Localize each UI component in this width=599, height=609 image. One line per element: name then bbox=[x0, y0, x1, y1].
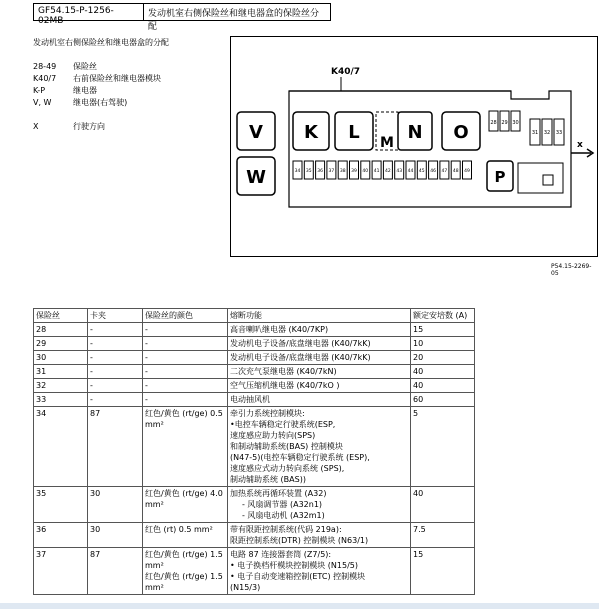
cell-color: 红色/黄色 (rt/ge) 4.0 mm² bbox=[143, 487, 228, 523]
table-row bbox=[34, 407, 475, 487]
table-row bbox=[34, 337, 475, 351]
cell-amp: 10 bbox=[411, 337, 475, 351]
cell-function: 二次充气泵继电器 (K40/7kN) bbox=[228, 365, 411, 379]
fuse-group-28-30 bbox=[489, 111, 520, 131]
fuse-32-label: 32 bbox=[543, 130, 551, 136]
fuse-43-label: 43 bbox=[396, 169, 403, 174]
section-title: 发动机室右侧保险丝和继电器盒的分配 bbox=[33, 38, 169, 47]
table-header-row bbox=[34, 309, 475, 323]
legend-item: X 行驶方向 bbox=[33, 122, 105, 131]
document-header bbox=[33, 3, 331, 32]
legend-item: V, W 继电器(右驾驶) bbox=[33, 98, 128, 107]
fuse-48-label: 48 bbox=[452, 169, 459, 174]
cell-clip: - bbox=[88, 379, 143, 393]
cell-color: - bbox=[143, 393, 228, 407]
cell-color: - bbox=[143, 323, 228, 337]
cell-function: 发动机电子设备/底盘继电器 (K40/7kK) bbox=[228, 351, 411, 365]
cell-amp: 60 bbox=[411, 393, 475, 407]
cell-function: 电路 87 连接器套筒 (Z7/5): • 电子换档杆模块控制模块 (N15/5) • 电子自动变速箱控制(ETC) 控制模块 (N15/3) bbox=[228, 548, 411, 595]
cell-amp: 15 bbox=[411, 548, 475, 595]
relay-k-label: K bbox=[304, 122, 318, 143]
cell-color: 红色/黄色 (rt/ge) 1.5 mm² 红色/黄色 (rt/ge) 1.5 mm² bbox=[143, 548, 228, 595]
cell-clip: - bbox=[88, 337, 143, 351]
cell-fuse: 34 bbox=[34, 407, 88, 487]
fuse-49-label: 49 bbox=[464, 169, 470, 174]
cell-amp: 5 bbox=[411, 407, 475, 487]
cell-color: 红色 (rt) 0.5 mm² bbox=[143, 523, 228, 548]
fuse-31-label: 31 bbox=[531, 130, 539, 136]
fuse-table bbox=[33, 308, 475, 595]
cell-fuse: 33 bbox=[34, 393, 88, 407]
cell-function: 带有限距控制系统(代码 219a): 限距控制系统(DTR) 控制模块 (N63/1) bbox=[228, 523, 411, 548]
table-row bbox=[34, 379, 475, 393]
fuse-44-label: 44 bbox=[407, 169, 414, 174]
relay-p-label: P bbox=[494, 168, 506, 186]
cell-fuse: 31 bbox=[34, 365, 88, 379]
col-header-function: 熔断功能 bbox=[228, 309, 411, 323]
table-row bbox=[34, 365, 475, 379]
cell-fuse: 36 bbox=[34, 523, 88, 548]
table-row bbox=[34, 393, 475, 407]
cell-color: - bbox=[143, 379, 228, 393]
fuse-38-label: 38 bbox=[339, 169, 346, 174]
fuse-29-label: 29 bbox=[501, 120, 508, 126]
cell-clip: 87 bbox=[88, 548, 143, 595]
relay-o-label: O bbox=[453, 122, 469, 143]
cell-clip: - bbox=[88, 351, 143, 365]
legend bbox=[33, 61, 161, 133]
cell-amp: 7.5 bbox=[411, 523, 475, 548]
cell-clip: - bbox=[88, 323, 143, 337]
cell-function: 加热系统再循环装置 (A32) - 风扇调节器 (A32n1) - 风扇电动机 (A32m1) bbox=[228, 487, 411, 523]
cell-clip: 30 bbox=[88, 487, 143, 523]
fuse-box-diagram bbox=[230, 36, 598, 257]
cell-fuse: 35 bbox=[34, 487, 88, 523]
fuse-45-label: 45 bbox=[418, 169, 425, 174]
relay-m-label: M bbox=[380, 135, 394, 151]
table-row bbox=[34, 548, 475, 595]
module-outline bbox=[289, 91, 571, 207]
document-header-title: 发动机室右侧保险丝和继电器盒的保险丝分配 bbox=[148, 9, 320, 32]
cell-fuse: 37 bbox=[34, 548, 88, 595]
fuse-group-31-33 bbox=[530, 119, 564, 145]
cell-color: - bbox=[143, 351, 228, 365]
direction-label: x bbox=[577, 140, 583, 150]
table-row bbox=[34, 323, 475, 337]
document-id: GF54.15-P-1256-02MB bbox=[34, 4, 144, 20]
cell-clip: 30 bbox=[88, 523, 143, 548]
cell-amp: 40 bbox=[411, 365, 475, 379]
cell-function: 牵引力系统控制模块: •电控车辆稳定行驶系统(ESP, 速度感应助力转向(SPS) 和制动辅助系统(BAS) 控制模块 (N47-5)(电控车辆稳定行驶系统 (ESP), 速度感应式动力转向系统 (SPS), 制动辅助系统 (BAS)) bbox=[228, 407, 411, 487]
fuse-row-34-49 bbox=[293, 161, 472, 179]
module-label: K40/7 bbox=[331, 67, 361, 77]
table-row bbox=[34, 351, 475, 365]
connector-block bbox=[518, 163, 563, 193]
fuse-33-label: 33 bbox=[555, 130, 563, 136]
cell-amp: 20 bbox=[411, 351, 475, 365]
legend-item: K40/7 右前保险丝和继电器模块 bbox=[33, 74, 161, 83]
col-header-color: 保险丝的颜色 bbox=[143, 309, 228, 323]
fuse-46-label: 46 bbox=[430, 169, 436, 174]
cell-amp: 40 bbox=[411, 379, 475, 393]
cell-color: - bbox=[143, 337, 228, 351]
fuse-30-label: 30 bbox=[512, 120, 519, 126]
fuse-40-label: 40 bbox=[362, 169, 369, 174]
fuse-34-label: 34 bbox=[294, 169, 301, 174]
fuse-47-label: 47 bbox=[441, 169, 448, 174]
fuse-37-label: 37 bbox=[328, 169, 335, 174]
relay-w-label: W bbox=[246, 167, 266, 188]
cell-fuse: 32 bbox=[34, 379, 88, 393]
fuse-39-label: 39 bbox=[351, 169, 357, 174]
cell-amp: 15 bbox=[411, 323, 475, 337]
col-header-clip: 卡夹 bbox=[88, 309, 143, 323]
col-header-amp: 额定安培数 (A) bbox=[411, 309, 475, 323]
table-row bbox=[34, 523, 475, 548]
diagram-reference: P54.15-2269-05 bbox=[551, 263, 592, 277]
cell-function: 高音喇叭继电器 (K40/7KP) bbox=[228, 323, 411, 337]
page-footer-bar bbox=[0, 603, 599, 609]
legend-item: 28-49 保险丝 bbox=[33, 62, 97, 71]
cell-function: 发动机电子设备/底盘继电器 (K40/7kK) bbox=[228, 337, 411, 351]
cell-amp: 40 bbox=[411, 487, 475, 523]
cell-fuse: 29 bbox=[34, 337, 88, 351]
relay-n-label: N bbox=[407, 122, 423, 143]
cell-function: 电动抽风机 bbox=[228, 393, 411, 407]
table-row bbox=[34, 487, 475, 523]
cell-function: 空气压缩机继电器 (K40/7kO ) bbox=[228, 379, 411, 393]
relay-v-label: V bbox=[249, 122, 263, 143]
fuse-42-label: 42 bbox=[385, 169, 391, 174]
cell-fuse: 28 bbox=[34, 323, 88, 337]
fuse-41-label: 41 bbox=[373, 169, 380, 174]
cell-color: - bbox=[143, 365, 228, 379]
col-header-fuse: 保险丝 bbox=[34, 309, 88, 323]
relay-l-label: L bbox=[348, 122, 360, 143]
fuse-36-label: 36 bbox=[317, 169, 323, 174]
cell-fuse: 30 bbox=[34, 351, 88, 365]
cell-clip: - bbox=[88, 393, 143, 407]
fuse-28-label: 28 bbox=[490, 120, 497, 126]
connector-slot bbox=[543, 175, 553, 185]
cell-clip: - bbox=[88, 365, 143, 379]
fuse-35-label: 35 bbox=[305, 169, 312, 174]
legend-item: K-P 继电器 bbox=[33, 86, 97, 95]
fuse-box-drawing bbox=[231, 37, 597, 256]
cell-color: 红色/黄色 (rt/ge) 0.5 mm² bbox=[143, 407, 228, 487]
cell-clip: 87 bbox=[88, 407, 143, 487]
